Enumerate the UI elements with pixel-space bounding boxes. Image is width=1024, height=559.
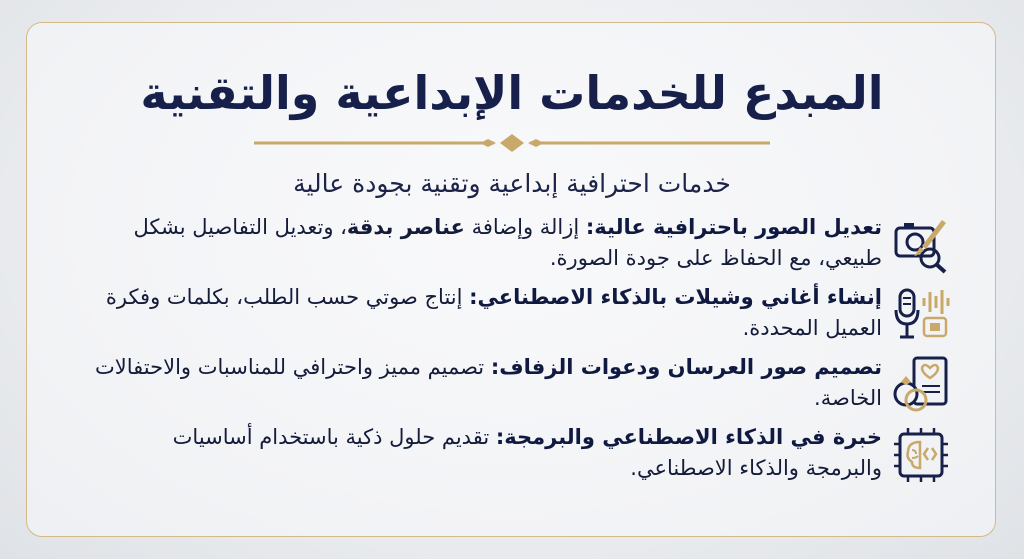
service-text-part: تصميم مميز واحترافي للمناسبات والاحتفالات الخاصة. xyxy=(95,355,882,410)
service-text-part: إنتاج صوتي حسب الطلب، بكلمات وفكرة العميل المحددة. xyxy=(105,285,882,340)
service-text-part: إزالة وإضافة xyxy=(464,215,586,239)
service-ai-songs xyxy=(92,282,952,346)
service-heading: إنشاء أغاني وشيلات بالذكاء الاصطناعي: xyxy=(469,285,882,309)
page-title: المبدع للخدمات الإبداعية والتقنية xyxy=(140,66,884,120)
ornamental-divider xyxy=(0,132,1024,154)
service-heading: خبرة في الذكاء الاصطناعي والبرمجة: xyxy=(495,425,882,449)
service-photo-editing xyxy=(92,212,952,276)
services-list xyxy=(92,212,952,492)
service-text-part: تقديم حلول ذكية باستخدام أساسيات والبرمجة والذكاء الاصطناعي. xyxy=(172,425,882,480)
wedding-rings-invitation-icon xyxy=(890,354,952,416)
ai-brain-chip-code-icon xyxy=(890,424,952,486)
service-ai-programming xyxy=(92,422,952,486)
service-wedding-design xyxy=(92,352,952,416)
service-text-part: ، وتعديل التفاصيل بشكل طبيعي، مع الحفاظ على جودة الصورة. xyxy=(133,215,882,270)
microphone-ai-soundwave-icon xyxy=(890,284,952,346)
service-description xyxy=(92,282,882,344)
service-heading: تصميم صور العرسان ودعوات الزفاف: xyxy=(490,355,882,379)
subtitle: خدمات احترافية إبداعية وتقنية بجودة عالية xyxy=(293,169,731,198)
service-bold-text: عناصر بدقة xyxy=(346,215,465,239)
camera-paintbrush-magnifier-icon xyxy=(890,214,952,276)
service-description xyxy=(92,352,882,414)
service-heading: تعديل الصور باحترافية عالية: xyxy=(585,215,882,239)
service-description xyxy=(92,422,882,484)
service-description xyxy=(92,212,882,274)
